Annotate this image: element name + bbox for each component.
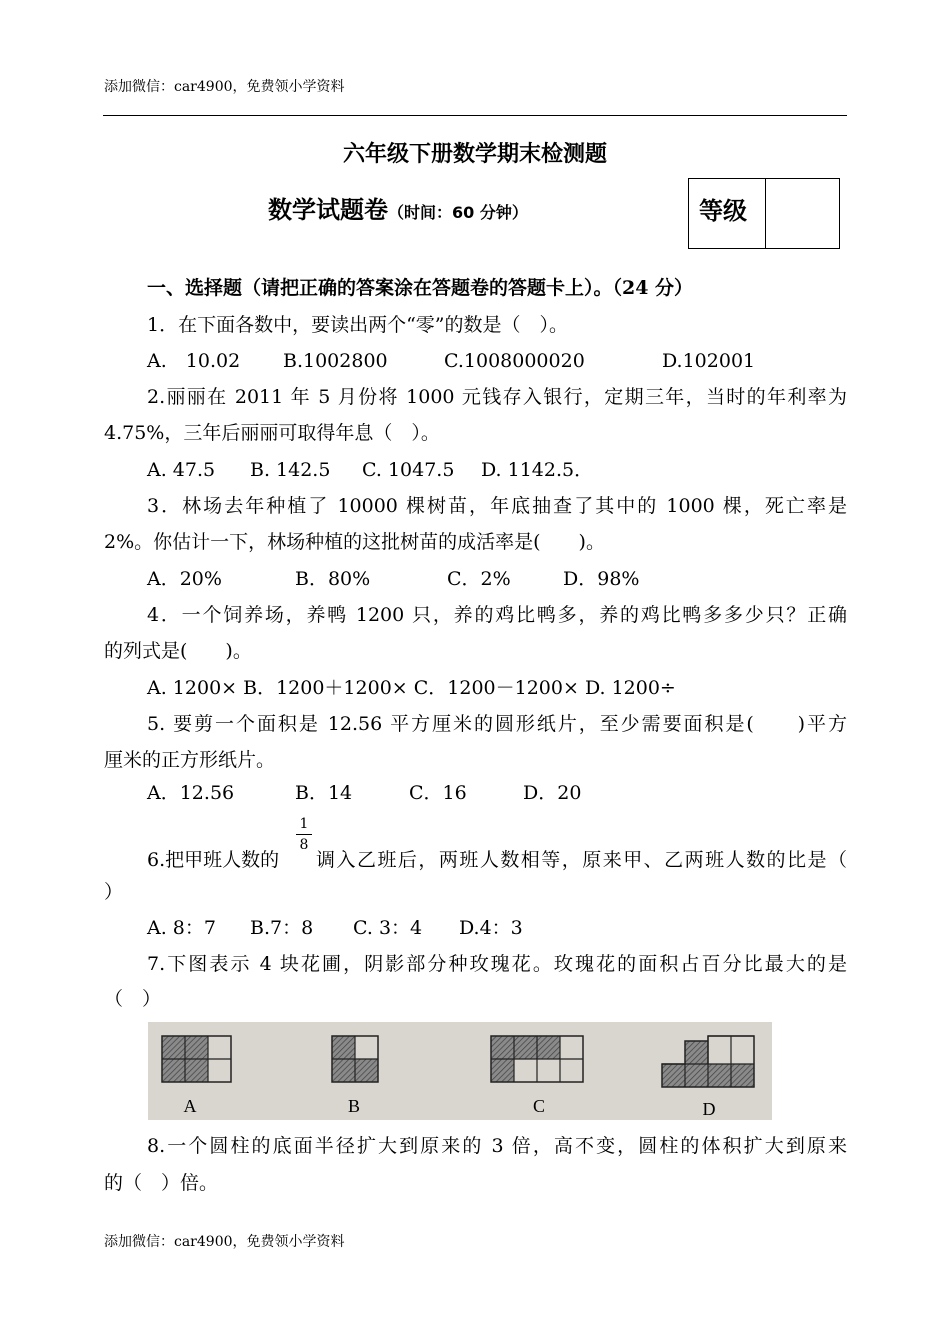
question-6-option-b: B.7：8 [250, 917, 314, 939]
question-3-line-2: 2%。你估计一下，林场种植的这批树苗的成活率是( )。 [104, 531, 605, 553]
question-5-line-1: 5. 要剪一个面积是 12.56 平方厘米的圆形纸片，至少需要面积是( )平方 [147, 713, 847, 735]
grade-label: 等级 [699, 197, 747, 225]
question-5-option-a: A．12.56 [147, 782, 235, 804]
question-1-option-b: B.1002800 [283, 350, 388, 372]
grade-box-divider [765, 179, 766, 248]
figure-c [491, 1036, 583, 1116]
fraction-one-eighth [296, 816, 312, 853]
question-8-line-1: 8.一个圆柱的底面半径扩大到原来的 3 倍，高不变，圆柱的体积扩大到原来 [147, 1135, 847, 1157]
figure-label-c: C [532, 1096, 546, 1116]
question-7-line-1: 7.下图表示 4 块花圃，阴影部分种玫瑰花。玫瑰花的面积占百分比最大的是 [147, 953, 847, 975]
question-8-line-2: 的（ ）倍。 [104, 1172, 219, 1194]
subtitle [268, 190, 528, 225]
question-1-line-1: 1．在下面各数中，要读出两个“零”的数是（ ）。 [147, 314, 569, 336]
question-3-option-a: A．20% [147, 568, 222, 590]
question-6-option-c: C. 3：4 [353, 917, 423, 939]
header-rule [103, 115, 847, 116]
fraction-denominator: 8 [299, 837, 309, 853]
question-3-option-b: B．80% [295, 568, 371, 590]
footer-note: 添加微信：car4900，免费领小学资料 [104, 1234, 345, 1250]
subtitle-time: （时间：60 分钟） [388, 203, 528, 222]
question-6-option-d: D.4：3 [459, 917, 523, 939]
figure-label-b: B [347, 1096, 361, 1116]
header-note: 添加微信：car4900，免费领小学资料 [104, 79, 345, 95]
figure-d [662, 1036, 754, 1119]
figure-label-a: A [183, 1096, 197, 1116]
question-2-option-d: D. 1142.5． [481, 459, 594, 481]
fraction-bar [296, 834, 312, 835]
question-4-line-1: 4．一个饲养场，养鸭 1200 只，养的鸡比鸭多，养的鸡比鸭多多少只？正确 [147, 604, 847, 626]
question-3-line-1: 3．林场去年种植了 10000 棵树苗，年底抽查了其中的 1000 棵，死亡率是 [147, 495, 847, 517]
garden-figure [148, 1022, 772, 1120]
question-4-line-2: 的列式是( )。 [104, 640, 252, 662]
question-2-line-1: 2.丽丽在 2011 年 5 月份将 1000 元钱存入银行，定期三年，当时的年利率为 [147, 386, 847, 408]
figure-label-d: D [702, 1099, 716, 1119]
question-5-line-2: 厘米的正方形纸片。 [104, 749, 276, 771]
question-5-option-c: C．16 [409, 782, 467, 804]
question-4-options: A. 1200× B．1200＋1200× C．1200－1200× D. 1200÷ [147, 677, 676, 699]
grade-box [688, 178, 840, 249]
question-2-line-2: 4.75%，三年后丽丽可取得年息（ ）。 [104, 422, 440, 444]
question-2-option-a: A. 47.5 [147, 459, 216, 481]
question-1-option-c: C.1008000020 [444, 350, 585, 372]
question-6-line-2: ） [104, 881, 124, 903]
question-5-option-b: B．14 [295, 782, 353, 804]
question-3-option-c: C．2% [447, 568, 511, 590]
question-5-option-d: D．20 [523, 782, 582, 804]
question-6-option-a: A. 8：7 [147, 917, 216, 939]
figure-a [162, 1036, 231, 1116]
question-6-line-1b: 调入乙班后，两班人数相等，原来甲、乙两班人数的比是（ [316, 849, 847, 871]
figure-b [332, 1036, 378, 1116]
page-title: 六年级下册数学期末检测题 [342, 142, 607, 167]
subtitle-main: 数学试题卷 [268, 196, 388, 224]
fraction-numerator: 1 [299, 816, 309, 832]
question-6-line-1a: 6.把甲班人数的 [147, 849, 280, 871]
question-2-option-b: B. 142.5 [250, 459, 331, 481]
question-1-option-a: A. 10.02 [147, 350, 241, 372]
question-1-option-d: D.102001 [662, 350, 756, 372]
section-heading: 一、选择题（请把正确的答案涂在答题卷的答题卡上）。（24 分） [147, 277, 694, 299]
question-2-option-c: C. 1047.5 [362, 459, 455, 481]
question-3-option-d: D．98% [563, 568, 640, 590]
question-7-line-2: （ ） [104, 988, 162, 1010]
